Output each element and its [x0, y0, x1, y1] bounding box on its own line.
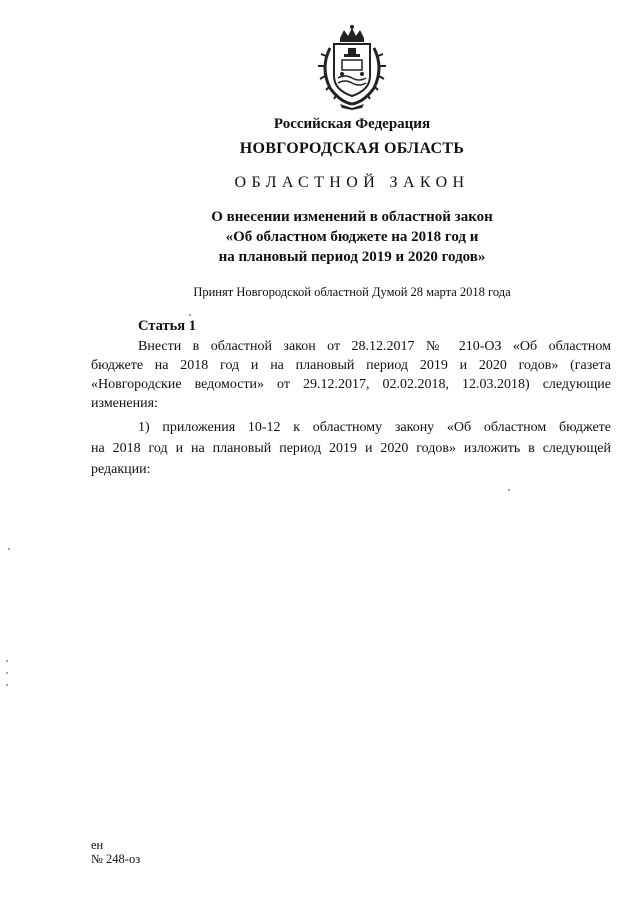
article-text-line: «Новгородские ведомости» от 29.12.2017, 02.02.2018, 12.03.2018) следующие: [91, 377, 611, 392]
law-number: № 248-оз: [91, 852, 141, 866]
article-text-line: редакции:: [91, 462, 151, 477]
article-text-line: 1) приложения 10-12 к областному закону «Об областном бюджете: [138, 420, 611, 435]
article-text-line: на 2018 год и на плановый период 2019 и 2020 годов» изложить в следующей: [91, 441, 611, 456]
law-title-line-1: О внесении изменений в областной закон: [211, 209, 493, 225]
scan-speck: [508, 489, 510, 491]
region-heading: НОВГОРОДСКАЯ ОБЛАСТЬ: [239, 140, 465, 157]
scan-speck: [8, 548, 10, 550]
scan-speck: [6, 672, 8, 674]
law-title-line-3: на плановый период 2019 и 2020 годов»: [218, 249, 486, 265]
article-text-line: Внести в областной закон от 28.12.2017 № 210-ОЗ «Об областном: [138, 339, 611, 354]
scan-speck: [6, 660, 8, 662]
law-title-line-2: «Об областном бюджете на 2018 год и: [225, 229, 479, 245]
article-text-line: изменения:: [91, 396, 158, 411]
law-kind-heading: ОБЛАСТНОЙ ЗАКОН: [234, 174, 470, 191]
coat-of-arms-icon: [312, 24, 392, 110]
adoption-note: Принят Новгородской областной Думой 28 марта 2018 года: [193, 285, 511, 299]
footer-initials: ен: [91, 838, 104, 852]
article-text-line: бюджете на 2018 год и на плановый период 2019 и 2020 годов» (газета: [91, 358, 611, 373]
scan-speck: [6, 684, 8, 686]
federation-heading: Российская Федерация: [273, 116, 431, 132]
scan-speck: [189, 314, 191, 316]
article-heading: Статья 1: [138, 318, 196, 334]
